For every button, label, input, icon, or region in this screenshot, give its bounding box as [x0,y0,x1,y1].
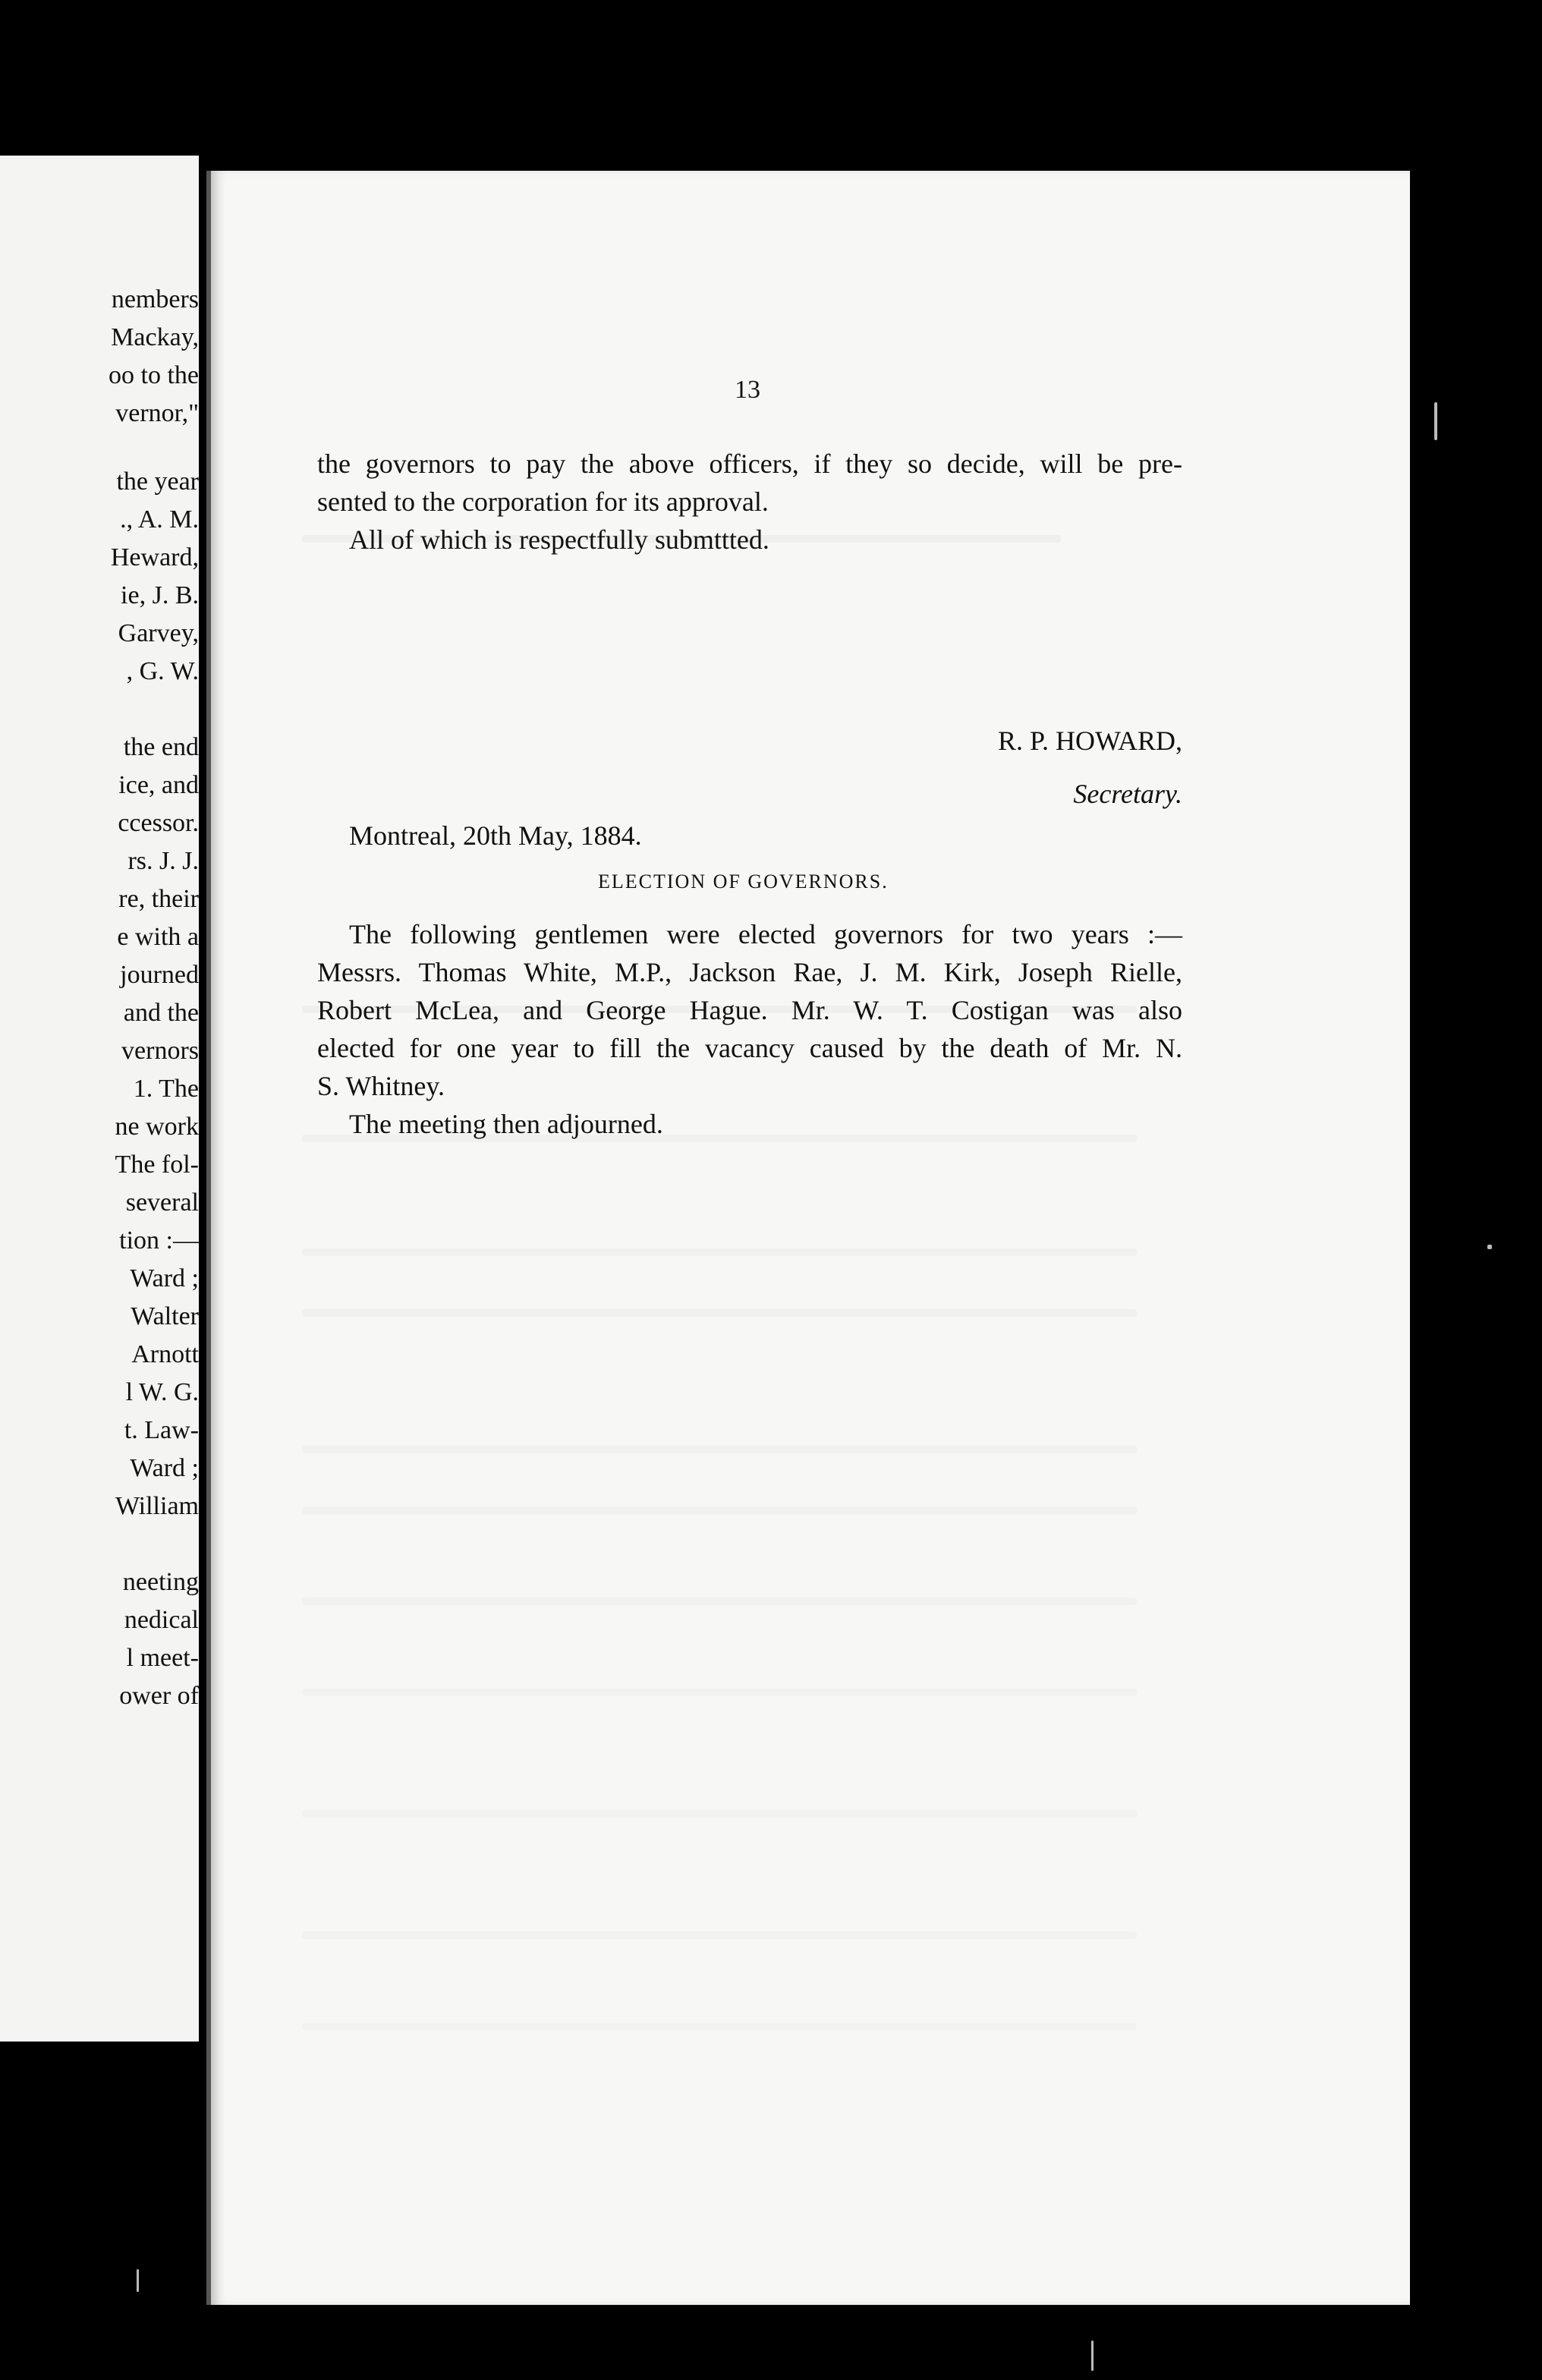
left-page-line: vernor," [115,399,199,427]
scan-speck [1091,2341,1094,2371]
left-page-line: neeting [122,1568,199,1596]
page-number: 13 [735,376,760,404]
left-page-line: and the [123,999,199,1027]
left-facing-page [0,156,199,2042]
left-page-line: rs. J. J. [127,847,199,875]
scan-speck [1434,402,1437,440]
left-page-line: Walter [131,1302,199,1330]
left-page-line: William [115,1492,199,1520]
left-page-line: the year [116,468,199,496]
paragraph-line: All of which is respectfully submttted. [349,524,769,555]
left-page-line: the end [123,733,199,761]
left-page-line: l meet- [126,1644,199,1672]
paragraph-line: Messrs. Thomas White, M.P., Jackson Rae, J. M. Kirk, Joseph Rielle, [317,957,1182,987]
left-page-line: Ward ; [130,1454,199,1482]
left-page-line: l W. G. [125,1378,199,1406]
left-page-line: Heward, [110,543,199,571]
left-page-line: nembers [111,285,199,313]
left-page-line: ice, and [118,771,199,799]
dateline: Montreal, 20th May, 1884. [349,820,642,851]
left-page-line: ower of [119,1682,199,1710]
paragraph-line: S. Whitney. [317,1071,445,1101]
closing-line: The meeting then adjourned. [349,1109,663,1139]
left-page-line: 1. The [133,1075,199,1103]
paragraph-line: the governors to pay the above officers, if they so decide, will be pre- [317,449,1182,479]
paragraph-line: Robert McLea, and George Hague. Mr. W. T. Costigan was also [317,995,1182,1025]
left-page-line: Ward ; [130,1264,199,1292]
left-page-line: ., A. M. [120,505,199,534]
left-page-line: t. Law- [124,1416,199,1444]
left-page-line: , G. W. [126,657,199,685]
left-page-line: e with a [117,923,199,951]
left-page-line: The fol- [115,1151,199,1179]
left-page-line: nedical [124,1606,199,1634]
paragraph-line: The following gentlemen were elected governors for two years :— [349,919,1182,949]
right-page [206,171,1410,2305]
signature-title: Secretary. [1073,779,1182,809]
left-page-line: journed [120,961,199,989]
paragraph-line: elected for one year to fill the vacancy caused by the death of Mr. N. [317,1033,1182,1063]
left-page-line: re, their [118,885,199,913]
left-page-line: Arnott [131,1340,199,1368]
left-page-line: vernors [121,1037,199,1065]
scan-speck [137,2269,139,2292]
section-heading: ELECTION OF GOVERNORS. [598,870,889,892]
left-page-line: several [125,1188,199,1217]
left-page-line: ccessor. [118,809,199,837]
left-page-line: ie, J. B. [121,581,199,609]
left-page-line: Mackay, [111,323,199,351]
paragraph-line: sented to the corporation for its approval. [317,486,769,517]
signature-name: R. P. HOWARD, [997,726,1182,756]
scan-speck [1487,1245,1492,1249]
left-page-line: oo to the [109,361,199,389]
left-page-line: Garvey, [118,619,199,647]
left-page-line: tion :— [119,1226,199,1255]
left-page-line: ne work [115,1113,199,1141]
